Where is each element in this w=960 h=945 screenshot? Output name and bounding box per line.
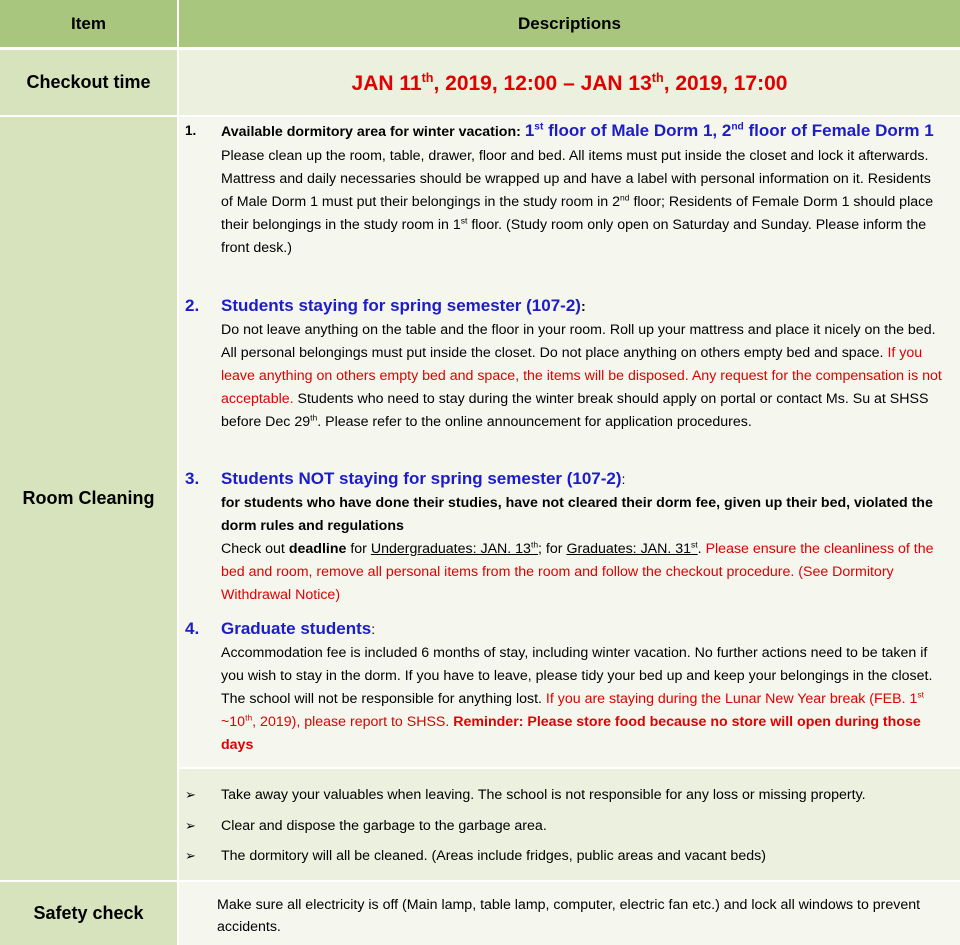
bullet-text-1: Take away your valuables when leaving. The school is not responsible for any loss or missing property. [221,787,866,803]
bullet-item-2 [185,816,950,836]
bullet-text-2: Clear and dispose the garbage to the garbage area. [221,818,547,834]
list-item-4 [185,617,946,757]
list-item-3 [185,467,946,607]
item-1-heading: Available dormitory area for winter vacation: 1st floor of Male Dorm 1, 2nd floor of Female Dorm 1 [221,121,934,140]
checkout-time: JAN 11th, 2019, 12:00 – JAN 13th, 2019, 17:00 [351,71,788,95]
safety-label: Safety check [33,903,144,923]
header-item: Item [71,13,106,33]
item-4-heading: Graduate students: [221,619,376,638]
arrow-bullet-icon: ➢ [185,818,196,833]
item-4-text: Accommodation fee is included 6 months of stay, including winter vacation. No further actions need to be taken if you wish to stay in the dorm. If you have to leave, please tidy your bed up and keep your belongings in the closet. The school will not be responsible for anything lost. If you are staying during the Lunar New Year break (FEB. 1st ~10th, 2019), please report to SHSS. Reminder: Please store food because no store will open during those days [221,645,933,753]
safety-text-cell [179,882,960,945]
room-cleaning-label: Room Cleaning [22,488,155,508]
item-2-heading: Students staying for spring semester (107-2): [221,296,586,315]
item-3-heading: Students NOT staying for spring semester (107-2): [221,469,626,488]
checkout-label-cell [0,50,177,115]
list-item-2 [185,294,946,434]
item-2-text: Do not leave anything on the table and the floor in your room. Roll up your mattress and place it nicely on the bed. All personal belongings must put inside the closet. Do not place anything on others empty bed and space. If you leave anything on others empty bed and space, the items will be disposed. Any request for the compensation is not acceptable. Students who need to stay during the winter break should apply on portal or contact Ms. Su at SHSS before Dec 29th. Please refer to the online announcement for application procedures. [221,322,942,430]
item-1-text: Please clean up the room, table, drawer, floor and bed. All items must put inside the closet and lock it afterwards. Mattress and daily necessaries should be wrapped up and have a label with personal information on it. Residents of Male Dorm 1 must put their belongings in the study room in 2nd floor; Residents of Female Dorm 1 should place their belongings in the study room in 1st floor. (Study room only open on Saturday and Sunday. Please inform the front desk.) [221,148,934,256]
header-descriptions: Descriptions [518,13,621,33]
room-cleaning-label-cell [0,117,177,880]
bullet-item-1 [185,785,950,805]
bullet-text-3: The dormitory will all be cleaned. (Areas include fridges, public areas and vacant beds) [221,848,766,864]
item-3-text: Check out deadline for Undergraduates: JAN. 13th; for Graduates: JAN. 31st. Please ensure the cleanliness of the bed and room, remove all personal items from the room and follow the checkout procedure. (See Dormitory Withdrawal Notice) [221,539,934,603]
item-2-number: 2. [185,296,200,315]
header-item-cell [0,0,177,47]
safety-text: Make sure all electricity is off (Main lamp, table lamp, computer, electric fan etc.) and lock all windows to prevent accidents. [217,897,921,935]
item-1-number: 1. [185,123,197,138]
bullet-item-3 [185,846,950,866]
item-4-number: 4. [185,619,200,638]
arrow-bullet-icon: ➢ [185,848,196,863]
arrow-bullet-icon: ➢ [185,787,196,802]
item-3-number: 3. [185,469,200,488]
header-descriptions-cell [179,0,960,47]
checkout-label: Checkout time [26,72,151,92]
safety-label-cell [0,882,177,945]
checkout-value-cell [179,50,960,115]
item-3-bold-text: for students who have done their studies, have not cleared their dorm fee, given up their bed, violated the dorm rules and regulations [221,495,933,534]
list-item-1 [185,118,946,260]
